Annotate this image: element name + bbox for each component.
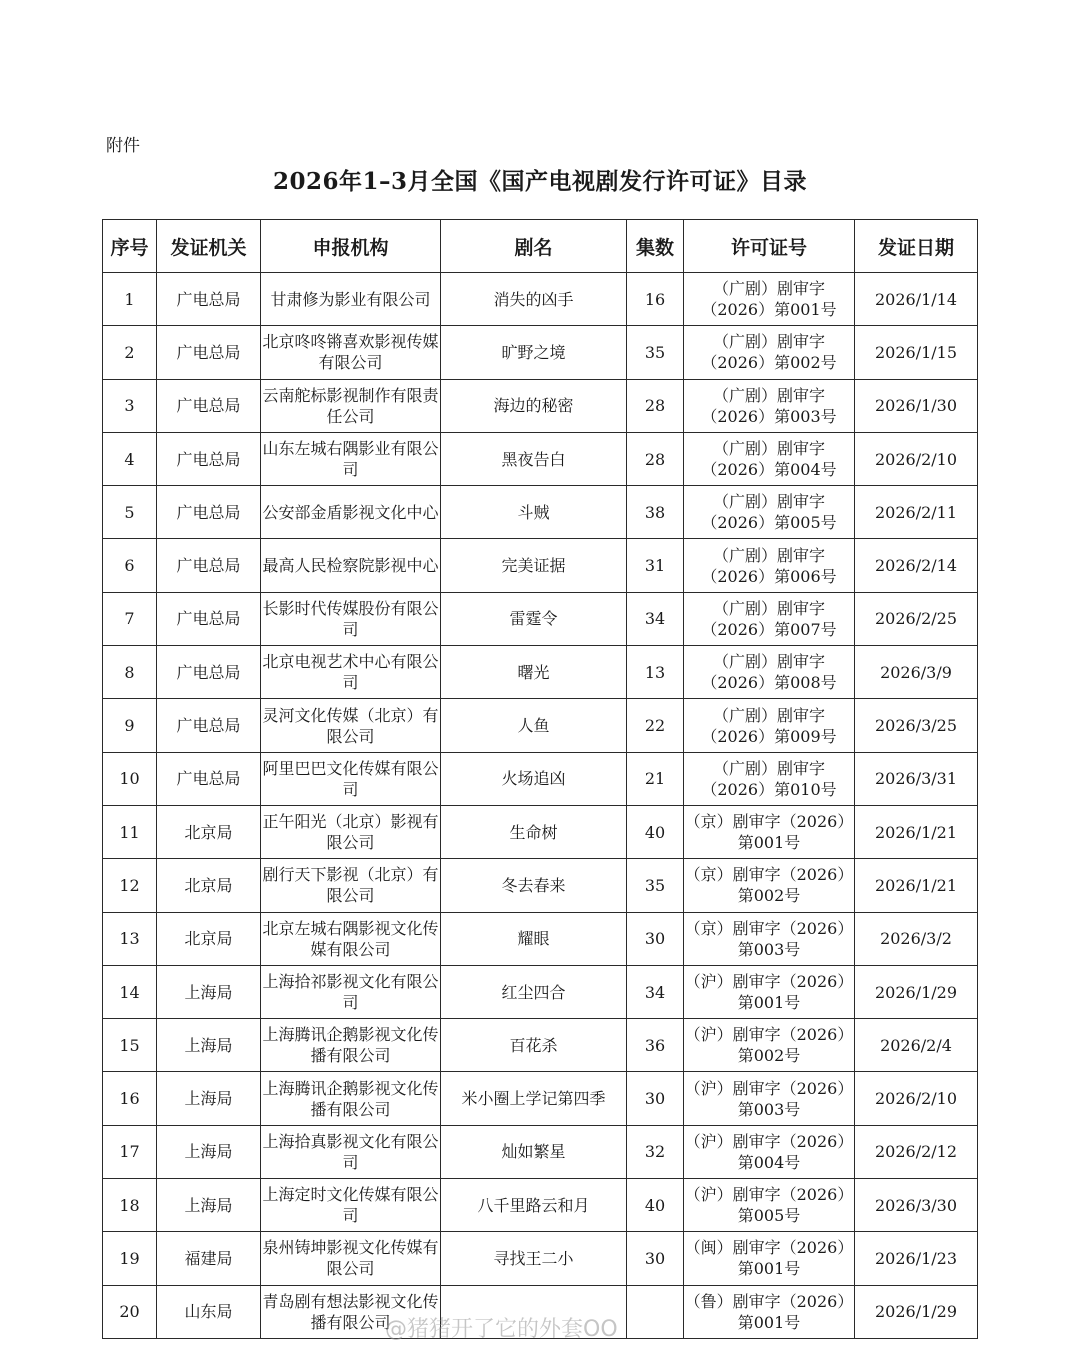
cell-drama: 斗贼 xyxy=(441,486,627,539)
cell-issuer: 上海局 xyxy=(157,1125,261,1178)
cell-no: 9 xyxy=(103,699,157,752)
cell-date: 2026/2/11 xyxy=(855,486,978,539)
cell-episodes: 16 xyxy=(627,273,684,326)
cell-date: 2026/1/21 xyxy=(855,805,978,858)
cell-issuer: 广电总局 xyxy=(157,646,261,699)
cell-drama: 雷霆令 xyxy=(441,592,627,645)
cell-episodes: 30 xyxy=(627,912,684,965)
cell-issuer: 广电总局 xyxy=(157,379,261,432)
cell-org: 青岛剧有想法影视文化传播有限公司 xyxy=(261,1285,441,1338)
table-row xyxy=(103,1232,978,1285)
cell-drama: 八千里路云和月 xyxy=(441,1179,627,1232)
cell-episodes: 22 xyxy=(627,699,684,752)
cell-no: 14 xyxy=(103,965,157,1018)
cell-no: 10 xyxy=(103,752,157,805)
cell-date: 2026/3/25 xyxy=(855,699,978,752)
cell-org: 灵河文化传媒（北京）有限公司 xyxy=(261,699,441,752)
cell-license: （京）剧审字（2026）第003号 xyxy=(684,912,855,965)
cell-episodes: 40 xyxy=(627,805,684,858)
cell-license: （沪）剧审字（2026）第005号 xyxy=(684,1179,855,1232)
cell-org: 最高人民检察院影视中心 xyxy=(261,539,441,592)
watermark: @猪猪开了它的外套OO xyxy=(385,1317,618,1342)
cell-issuer: 上海局 xyxy=(157,1072,261,1125)
table-row xyxy=(103,805,978,858)
cell-license: （沪）剧审字（2026）第004号 xyxy=(684,1125,855,1178)
cell-no: 12 xyxy=(103,859,157,912)
cell-issuer: 广电总局 xyxy=(157,592,261,645)
cell-episodes: 30 xyxy=(627,1232,684,1285)
cell-date: 2026/3/30 xyxy=(855,1179,978,1232)
cell-issuer: 广电总局 xyxy=(157,273,261,326)
header-date: 发证日期 xyxy=(855,220,978,273)
cell-issuer: 广电总局 xyxy=(157,326,261,379)
table-row xyxy=(103,486,978,539)
cell-no: 6 xyxy=(103,539,157,592)
cell-episodes: 40 xyxy=(627,1179,684,1232)
cell-episodes: 31 xyxy=(627,539,684,592)
cell-date: 2026/1/30 xyxy=(855,379,978,432)
cell-issuer: 广电总局 xyxy=(157,432,261,485)
table-row xyxy=(103,965,978,1018)
table-row xyxy=(103,1072,978,1125)
cell-date: 2026/3/9 xyxy=(855,646,978,699)
cell-date: 2026/1/29 xyxy=(855,965,978,1018)
cell-episodes: 36 xyxy=(627,1019,684,1072)
header-episodes: 集数 xyxy=(627,220,684,273)
cell-license: （广剧）剧审字（2026）第001号 xyxy=(684,273,855,326)
cell-no: 19 xyxy=(103,1232,157,1285)
cell-drama: 人鱼 xyxy=(441,699,627,752)
cell-episodes: 38 xyxy=(627,486,684,539)
cell-date: 2026/3/2 xyxy=(855,912,978,965)
cell-org: 北京电视艺术中心有限公司 xyxy=(261,646,441,699)
cell-no: 1 xyxy=(103,273,157,326)
table-body xyxy=(103,273,978,1339)
cell-org: 上海定时文化传媒有限公司 xyxy=(261,1179,441,1232)
cell-drama: 火场追凶 xyxy=(441,752,627,805)
table-row xyxy=(103,1019,978,1072)
table-row xyxy=(103,326,978,379)
header-issuer: 发证机关 xyxy=(157,220,261,273)
cell-issuer: 广电总局 xyxy=(157,699,261,752)
cell-license: （沪）剧审字（2026）第001号 xyxy=(684,965,855,1018)
cell-org: 泉州铸坤影视文化传媒有限公司 xyxy=(261,1232,441,1285)
cell-org: 剧行天下影视（北京）有限公司 xyxy=(261,859,441,912)
cell-no: 11 xyxy=(103,805,157,858)
license-catalog-table xyxy=(102,219,978,1339)
cell-no: 16 xyxy=(103,1072,157,1125)
cell-license: （沪）剧审字（2026）第003号 xyxy=(684,1072,855,1125)
table-row xyxy=(103,379,978,432)
cell-date: 2026/1/14 xyxy=(855,273,978,326)
table-row xyxy=(103,646,978,699)
cell-issuer: 福建局 xyxy=(157,1232,261,1285)
cell-drama: 耀眼 xyxy=(441,912,627,965)
cell-date: 2026/2/4 xyxy=(855,1019,978,1072)
document-title: 2026年1–3月全国《国产电视剧发行许可证》目录 xyxy=(272,168,808,195)
cell-date: 2026/2/25 xyxy=(855,592,978,645)
table-row xyxy=(103,432,978,485)
header-no: 序号 xyxy=(103,220,157,273)
cell-org: 上海拾真影视文化有限公司 xyxy=(261,1125,441,1178)
cell-license: （广剧）剧审字（2026）第006号 xyxy=(684,539,855,592)
cell-date: 2026/2/12 xyxy=(855,1125,978,1178)
cell-license: （广剧）剧审字（2026）第008号 xyxy=(684,646,855,699)
table-row xyxy=(103,273,978,326)
cell-no: 15 xyxy=(103,1019,157,1072)
cell-episodes: 21 xyxy=(627,752,684,805)
cell-license: （广剧）剧审字（2026）第010号 xyxy=(684,752,855,805)
cell-date: 2026/2/10 xyxy=(855,1072,978,1125)
cell-drama: 生命树 xyxy=(441,805,627,858)
cell-org: 阿里巴巴文化传媒有限公司 xyxy=(261,752,441,805)
cell-issuer: 广电总局 xyxy=(157,486,261,539)
cell-license: （京）剧审字（2026）第001号 xyxy=(684,805,855,858)
cell-drama: 灿如繁星 xyxy=(441,1125,627,1178)
cell-drama: 冬去春来 xyxy=(441,859,627,912)
cell-episodes: 32 xyxy=(627,1125,684,1178)
cell-org: 山东左城右隅影业有限公司 xyxy=(261,432,441,485)
cell-license: （鲁）剧审字（2026）第001号 xyxy=(684,1285,855,1338)
cell-episodes: 34 xyxy=(627,592,684,645)
cell-drama: 完美证据 xyxy=(441,539,627,592)
table-row xyxy=(103,859,978,912)
cell-episodes: 35 xyxy=(627,859,684,912)
cell-episodes: 30 xyxy=(627,1072,684,1125)
cell-issuer: 山东局 xyxy=(157,1285,261,1338)
cell-drama: 消失的凶手 xyxy=(441,273,627,326)
cell-license: （广剧）剧审字（2026）第007号 xyxy=(684,592,855,645)
cell-no: 17 xyxy=(103,1125,157,1178)
cell-issuer: 广电总局 xyxy=(157,752,261,805)
cell-date: 2026/1/29 xyxy=(855,1285,978,1338)
cell-org: 上海拾祁影视文化有限公司 xyxy=(261,965,441,1018)
cell-org: 长影时代传媒股份有限公司 xyxy=(261,592,441,645)
cell-org: 公安部金盾影视文化中心 xyxy=(261,486,441,539)
cell-no: 20 xyxy=(103,1285,157,1338)
cell-license: （京）剧审字（2026）第002号 xyxy=(684,859,855,912)
cell-drama: 米小圈上学记第四季 xyxy=(441,1072,627,1125)
cell-org: 正午阳光（北京）影视有限公司 xyxy=(261,805,441,858)
cell-no: 8 xyxy=(103,646,157,699)
cell-drama: 曙光 xyxy=(441,646,627,699)
cell-issuer: 北京局 xyxy=(157,805,261,858)
table-header-row xyxy=(103,220,978,273)
cell-episodes: 35 xyxy=(627,326,684,379)
cell-drama: 寻找王二小 xyxy=(441,1232,627,1285)
cell-org: 北京咚咚锵喜欢影视传媒有限公司 xyxy=(261,326,441,379)
cell-no: 5 xyxy=(103,486,157,539)
cell-episodes xyxy=(627,1285,684,1338)
cell-license: （广剧）剧审字（2026）第005号 xyxy=(684,486,855,539)
cell-no: 18 xyxy=(103,1179,157,1232)
cell-issuer: 上海局 xyxy=(157,1179,261,1232)
cell-drama: 黑夜告白 xyxy=(441,432,627,485)
cell-issuer: 上海局 xyxy=(157,1019,261,1072)
cell-no: 3 xyxy=(103,379,157,432)
header-drama: 剧名 xyxy=(441,220,627,273)
cell-license: （广剧）剧审字（2026）第002号 xyxy=(684,326,855,379)
cell-issuer: 上海局 xyxy=(157,965,261,1018)
cell-episodes: 28 xyxy=(627,379,684,432)
table-row xyxy=(103,592,978,645)
cell-org: 上海腾讯企鹅影视文化传播有限公司 xyxy=(261,1019,441,1072)
cell-license: （广剧）剧审字（2026）第003号 xyxy=(684,379,855,432)
cell-issuer: 北京局 xyxy=(157,912,261,965)
cell-date: 2026/2/10 xyxy=(855,432,978,485)
cell-license: （闽）剧审字（2026）第001号 xyxy=(684,1232,855,1285)
cell-episodes: 13 xyxy=(627,646,684,699)
attachment-label: 附件 xyxy=(106,136,140,156)
cell-drama: 红尘四合 xyxy=(441,965,627,1018)
cell-no: 2 xyxy=(103,326,157,379)
header-org: 申报机构 xyxy=(261,220,441,273)
table-row xyxy=(103,912,978,965)
cell-drama: 海边的秘密 xyxy=(441,379,627,432)
table-row xyxy=(103,699,978,752)
cell-issuer: 北京局 xyxy=(157,859,261,912)
cell-no: 13 xyxy=(103,912,157,965)
cell-org: 云南舵标影视制作有限责任公司 xyxy=(261,379,441,432)
cell-drama: 百花杀 xyxy=(441,1019,627,1072)
cell-issuer: 广电总局 xyxy=(157,539,261,592)
cell-no: 7 xyxy=(103,592,157,645)
cell-license: （广剧）剧审字（2026）第009号 xyxy=(684,699,855,752)
cell-episodes: 28 xyxy=(627,432,684,485)
cell-org: 上海腾讯企鹅影视文化传播有限公司 xyxy=(261,1072,441,1125)
table-row xyxy=(103,1179,978,1232)
table-row xyxy=(103,539,978,592)
cell-date: 2026/1/23 xyxy=(855,1232,978,1285)
cell-org: 甘肃修为影业有限公司 xyxy=(261,273,441,326)
cell-date: 2026/1/21 xyxy=(855,859,978,912)
cell-license: （广剧）剧审字（2026）第004号 xyxy=(684,432,855,485)
header-license: 许可证号 xyxy=(684,220,855,273)
cell-episodes: 34 xyxy=(627,965,684,1018)
cell-date: 2026/2/14 xyxy=(855,539,978,592)
cell-org: 北京左城右隅影视文化传媒有限公司 xyxy=(261,912,441,965)
cell-drama: 旷野之境 xyxy=(441,326,627,379)
cell-license: （沪）剧审字（2026）第002号 xyxy=(684,1019,855,1072)
table-row xyxy=(103,1125,978,1178)
cell-date: 2026/1/15 xyxy=(855,326,978,379)
table-row xyxy=(103,752,978,805)
cell-no: 4 xyxy=(103,432,157,485)
cell-date: 2026/3/31 xyxy=(855,752,978,805)
